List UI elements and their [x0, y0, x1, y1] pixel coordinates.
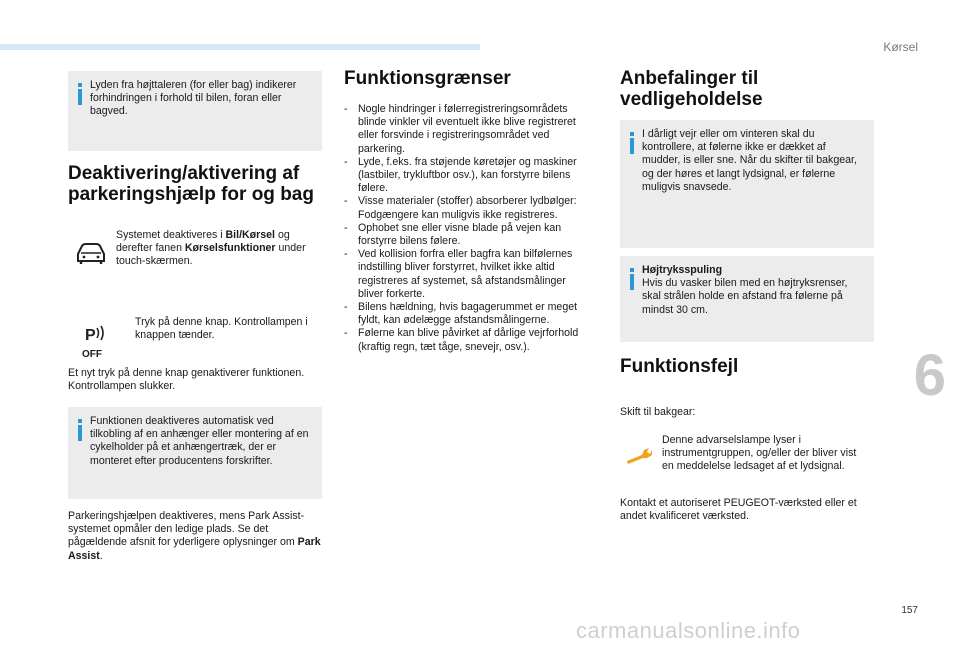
- heading-line: Funktionsgrænser: [344, 68, 511, 89]
- section-label: Kørsel: [883, 40, 918, 54]
- section-heading-malfunction: [620, 356, 880, 377]
- list-item: - Bilens hældning, hvis bagagerummet er meget fyldt, kan ødelægge afstandsmålingerne.: [344, 301, 578, 327]
- contact-workshop-paragraph: Kontakt et autoriseret PEUGEOT-værksted eller et andet kvalificeret værksted.: [620, 497, 857, 523]
- car-icon: [74, 240, 108, 266]
- list-item: - Følerne kan blive påvirket af dårlige vejrforhold (kraftig regn, tæt tåge, snevejr, osv.).: [344, 327, 579, 353]
- info-text: I dårligt vejr eller om vinteren skal du kontrollere, at følerne ikke er dækket af mudder, is eller sne. Når du skifter til bakgear, og der høres et langt lydsignal, er følerne muligvis snavsede.: [642, 128, 857, 193]
- step-press-button-text: Tryk på denne knap. Kontrollampen i knappen tænder.: [135, 316, 308, 342]
- section-heading-deactivation: [68, 163, 338, 205]
- list-item: - Visse materialer (stoffer) absorberer lydbølger: Fodgængere kan muligvis ikke registreres.: [344, 195, 577, 221]
- heading-line: vedligeholdelse: [620, 89, 763, 110]
- info-icon: [630, 268, 634, 292]
- list-item: - Lyde, f.eks. fra støjende køretøjer og maskiner (lastbiler, trykluftbor osv.), kan forstyrre bilens følere.: [344, 155, 577, 195]
- info-box-pressure-wash: [620, 256, 874, 342]
- reactivate-paragraph: Et nyt tryk på denne knap genaktiverer funktionen. Kontrollampen slukker.: [68, 367, 305, 393]
- info-box-trailer: [68, 407, 322, 499]
- info-icon: [630, 132, 634, 156]
- heading-line: Anbefalinger til: [620, 68, 759, 89]
- heading-line: parkeringshjælp for og bag: [68, 184, 314, 205]
- heading-line: Funktionsfejl: [620, 356, 739, 377]
- reverse-gear-paragraph: Skift til bakgear:: [620, 406, 696, 418]
- info-body: Hvis du vasker bilen med en højtryksrenser, skal strålen holde en afstand fra følerne på mindst 30 cm.: [642, 277, 848, 316]
- park-assist-off-button[interactable]: [82, 324, 110, 360]
- header-bar: [0, 44, 480, 50]
- info-icon: [78, 419, 82, 443]
- chapter-number: 6: [913, 343, 946, 408]
- list-item: - Nogle hindringer i følerregistreringsområdets blinde vinkler vil eventuelt ikke blive registreret eller forsvinde i registreringsområdet ved parkering.: [344, 103, 576, 155]
- wrench-warning-icon: [624, 446, 654, 466]
- watermark: carmanualsonline.info: [576, 618, 801, 643]
- info-box-weather: [620, 120, 874, 248]
- limits-list: [344, 103, 594, 354]
- section-heading-maintenance: [620, 68, 880, 110]
- park-assist-paragraph: Parkeringshjælpen deaktiveres, mens Park Assist-systemet opmåler den ledige plads. Se det pågældende afsnit for yderligere oplysninger om Park Assist.: [68, 510, 321, 562]
- parking-sensor-icon: [82, 324, 110, 344]
- section-heading-limits: [344, 68, 604, 89]
- info-icon: [78, 83, 82, 107]
- info-text: Funktionen deaktiveres automatisk ved tilkobling af en anhænger eller montering af en cykelholder på et anhængertræk, der er monteret efter producentens forskrifter.: [90, 415, 309, 467]
- off-label: OFF: [82, 349, 102, 360]
- page-number: 157: [901, 605, 918, 616]
- info-text: [642, 264, 866, 317]
- svg-text:P: P: [85, 327, 96, 344]
- info-title: Højtryksspuling: [642, 264, 723, 276]
- info-box-speaker: [68, 71, 322, 151]
- list-item: - Ophobet sne eller visne blade på vejen kan forstyrre bilens følere.: [344, 221, 562, 248]
- step-deactivate-text: Systemet deaktiveres i Bil/Kørsel og derefter fanen Kørselsfunktioner under touch-skærmen.: [116, 229, 306, 268]
- list-item: - Ved kollision forfra eller bagfra kan bilfølernes indstilling bliver forstyrret, hvilket ikke altid registreres af systemet, så afstandsmålinger bliver forkerte.: [344, 248, 573, 300]
- info-text: Lyden fra højttaleren (for eller bag) indikerer forhindringen i forhold til bilen, foran eller bagved.: [90, 79, 297, 118]
- warning-lamp-text: Denne advarselslampe lyser i instrumentgruppen, og/eller der bliver vist en meddelelse ledsaget af et lydsignal.: [662, 434, 857, 473]
- heading-line: Deaktivering/aktivering af: [68, 163, 300, 184]
